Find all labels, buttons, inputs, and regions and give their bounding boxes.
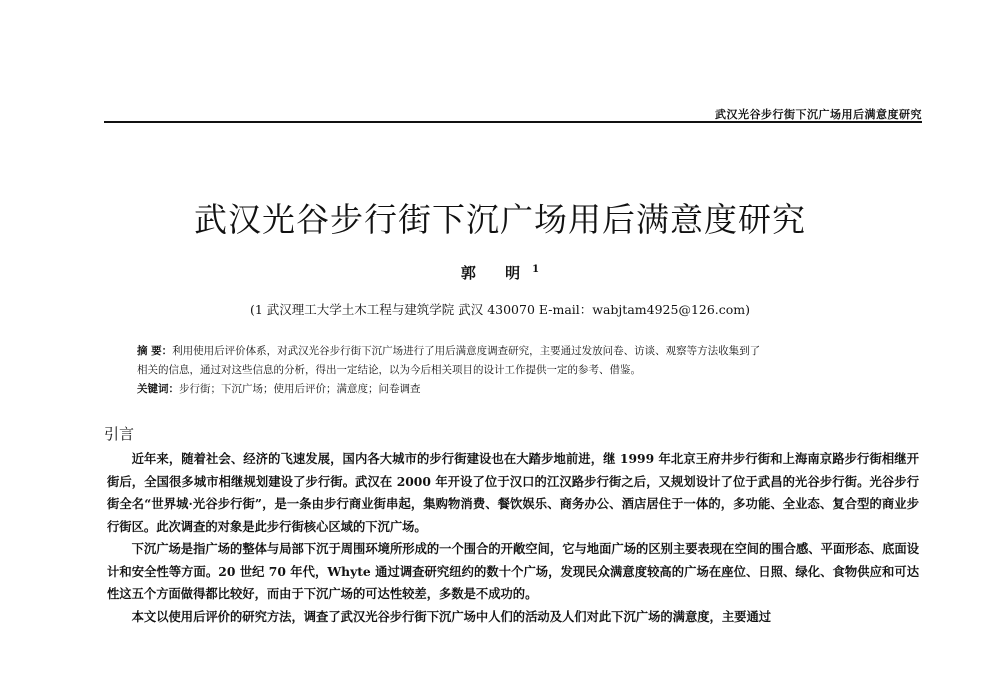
abstract-text-1: 利用使用后评价体系，对武汉光谷步行街下沉广场进行了用后满意度调查研究，主要通过发放问卷、访谈、观察等方法收集到了: [172, 345, 761, 357]
author-affiliation-mark: 1: [532, 264, 540, 275]
keywords-text: 步行街；下沉广场；使用后评价；满意度；问卷调查: [179, 383, 421, 395]
affiliation: (1 武汉理工大学土木工程与建筑学院 武汉 430070 E-mail：wabjtam4925@126.com): [249, 302, 751, 317]
abstract-label: 摘 要：: [137, 345, 173, 357]
abstract-text-2: 相关的信息，通过对这些信息的分析，得出一定结论，以为今后相关项目的设计工作提供一定的参考、借鉴。: [137, 364, 641, 376]
paragraph: 本文以使用后评价的研究方法，调查了武汉光谷步行街下沉广场中人们的活动及人们对此下沉广场的满意度，主要通过: [131, 608, 772, 624]
abstract-line-1: [137, 342, 927, 361]
paragraph: 近年来，随着社会、经济的飞速发展，国内各大城市的步行街建设也在大踏步地前进，继 1999 年北京王府井步行街和上海南京路步行街相继开街后，全国很多城市相继规划建设了步行街。武汉在 2000 年开设了位于汉口的江汉路步行街之后，又规划设计了位于武昌的光谷步行街。光谷步行街全名“世界城·光谷步行街”，是一条由步行商业街串起，集购物消费、餐饮娱乐、商务办公、酒店居住于一体的，多功能、全业态、复合型的商业步行街区。此次调查的对象是此步行街核心区域的下沉广场。: [107, 451, 919, 534]
section-heading: 引言: [104, 425, 135, 443]
author-name: 郭 明: [460, 264, 533, 282]
header-rule: [104, 121, 922, 123]
paper-title: 武汉光谷步行街下沉广场用后满意度研究: [194, 200, 806, 239]
author-line: [0, 262, 1000, 283]
paragraph: 下沉广场是指广场的整体与局部下沉于周围环境所形成的一个围合的开敞空间，它与地面广场的区别主要表现在空间的围合感、平面形态、底面设计和安全性等方面。20 世纪 70 年代，Whyte 通过调查研究纽约的数十个广场，发现民众满意度较高的广场在座位、日照、绿化、食物供应和可达性这五个方面做得都比较好，而由于下沉广场的可达性较差，多数是不成功的。: [107, 541, 919, 601]
abstract-block: [137, 342, 927, 399]
keywords-label: 关键词：: [137, 383, 179, 395]
keywords-line: [137, 380, 927, 399]
running-head: 武汉光谷步行街下沉广场用后满意度研究: [715, 108, 922, 121]
body-text: [107, 448, 919, 628]
